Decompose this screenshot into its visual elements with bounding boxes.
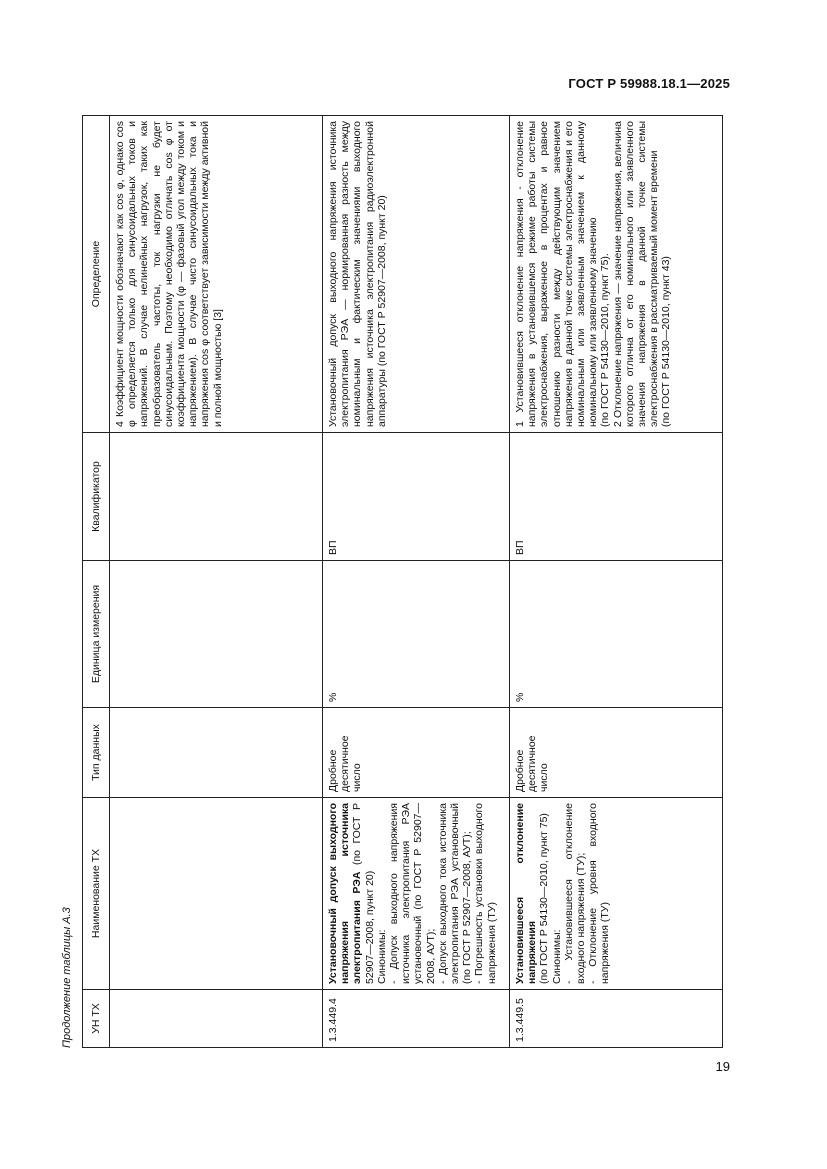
synonym-item: - Установившееся отклонение входного напряжения (ТУ); bbox=[562, 803, 588, 984]
definition-note-1: 1 Установившееся отклонение напряжения - отклонение напряжения в установившемся режиме работы системы электроснабжения, выраженное в процентах и равное отношению разности между действующим значением напряжения в данной точке системы электроснабжения и его номинальным или заявленным значением к данному номинальному или заявленному значению bbox=[514, 121, 600, 427]
definition-note-2: 2 Отклонение напряжения — значение напряжения, величина которого отлична от его номинального или заявленного значения напряжения в данной точке системы электроснабжения в рассматриваемый момент времени bbox=[611, 121, 661, 427]
table-caption: Продолжение таблицы А.3 bbox=[61, 907, 73, 1048]
synonym-item: - Погрешность установки выходного напряжения (ТУ) bbox=[473, 803, 498, 984]
cell-empty bbox=[110, 708, 323, 798]
table-header-row bbox=[83, 116, 110, 1048]
term-reference: (по ГОСТ Р 54130—2010, пункт 75) bbox=[538, 813, 551, 984]
cell-definition: Установочный допуск выходного напряжения источника электропитания РЭА — нормированная разность между номинальным и фактическим значениями выходного напряжения источника электропитания радиоэлектронной аппаратуры (по ГОСТ Р 52907—2008, пункт 20) bbox=[323, 116, 510, 433]
cell-unit: % bbox=[510, 561, 723, 708]
cell-empty bbox=[110, 561, 323, 708]
synonyms-label: Синонимы: bbox=[375, 929, 388, 984]
cell-data-type: Дробное десятичное число bbox=[323, 708, 510, 798]
cell-id: 1.3.449.5 bbox=[510, 990, 723, 1048]
term-name: Установочный допуск выходного напряжения источника электропитания РЭА bbox=[327, 803, 364, 984]
rotated-table-block bbox=[58, 116, 728, 1048]
col-header-qualifier: Квалификатор bbox=[83, 433, 110, 561]
definition-note-2-reference: (по ГОСТ Р 54130—2010, пункт 43) bbox=[660, 256, 673, 427]
page-number: 19 bbox=[715, 1059, 730, 1074]
cell-qualifier: ВП bbox=[510, 433, 723, 561]
col-header-id: УН ТХ bbox=[83, 990, 110, 1048]
synonym-item: - Отклонение уровня входного напряжения (ТУ) bbox=[587, 803, 612, 984]
cell-empty bbox=[110, 433, 323, 561]
cell-empty bbox=[110, 990, 323, 1048]
table-row bbox=[323, 116, 510, 1048]
cell-qualifier: ВП bbox=[323, 433, 510, 561]
cell-definition: 4 Коэффициент мощности обозначают как cos φ, однако cos φ определяется только для синусоидальных токов и напряжений. В случае нелинейных нагрузок, таких как преобразователь частоты, ток нагрузки не будет синусоидальным. Поэтому необходимо отличать cos φ от коэффициента мощности (φ — фазовый угол между током и напряжением). В случае чисто синусоидальных тока и напряжения cos φ соответствует зависимости между активной и полной мощностью [3] bbox=[110, 116, 323, 433]
terms-table bbox=[82, 115, 723, 1048]
cell-data-type: Дробное десятичное число bbox=[510, 708, 723, 798]
synonym-item: - Допуск выходного напряжения источника электропитания РЭА установочный (по ГОСТ Р 52907—2008, АУТ); bbox=[388, 803, 437, 984]
col-header-definition: Определение bbox=[83, 116, 110, 433]
table-row bbox=[510, 116, 723, 1048]
col-header-unit: Единица измерения bbox=[83, 561, 110, 708]
definition-note-1-reference: (по ГОСТ Р 54130—2010, пункт 75). bbox=[599, 253, 612, 427]
cell-name bbox=[323, 798, 510, 990]
cell-definition bbox=[510, 116, 723, 433]
cell-id: 1.3.449.4 bbox=[323, 990, 510, 1048]
table-row-continuation bbox=[110, 116, 323, 1048]
col-header-data-type: Тип данных bbox=[83, 708, 110, 798]
col-header-name: Наименование ТХ bbox=[83, 798, 110, 990]
synonyms-label: Синонимы: bbox=[550, 929, 563, 984]
synonym-item: - Допуск выходного тока источника электропитания РЭА установочный (по ГОСТ Р 52907—2008, АУТ); bbox=[436, 803, 474, 984]
cell-empty bbox=[110, 798, 323, 990]
term-name: Установившееся отклонение напряжения bbox=[514, 803, 539, 984]
cell-unit: % bbox=[323, 561, 510, 708]
cell-name bbox=[510, 798, 723, 990]
document-header: ГОСТ Р 59988.18.1—2025 bbox=[568, 76, 730, 91]
term-reference: (по ГОСТ Р 52907—2008, пункт 20) bbox=[351, 803, 376, 984]
